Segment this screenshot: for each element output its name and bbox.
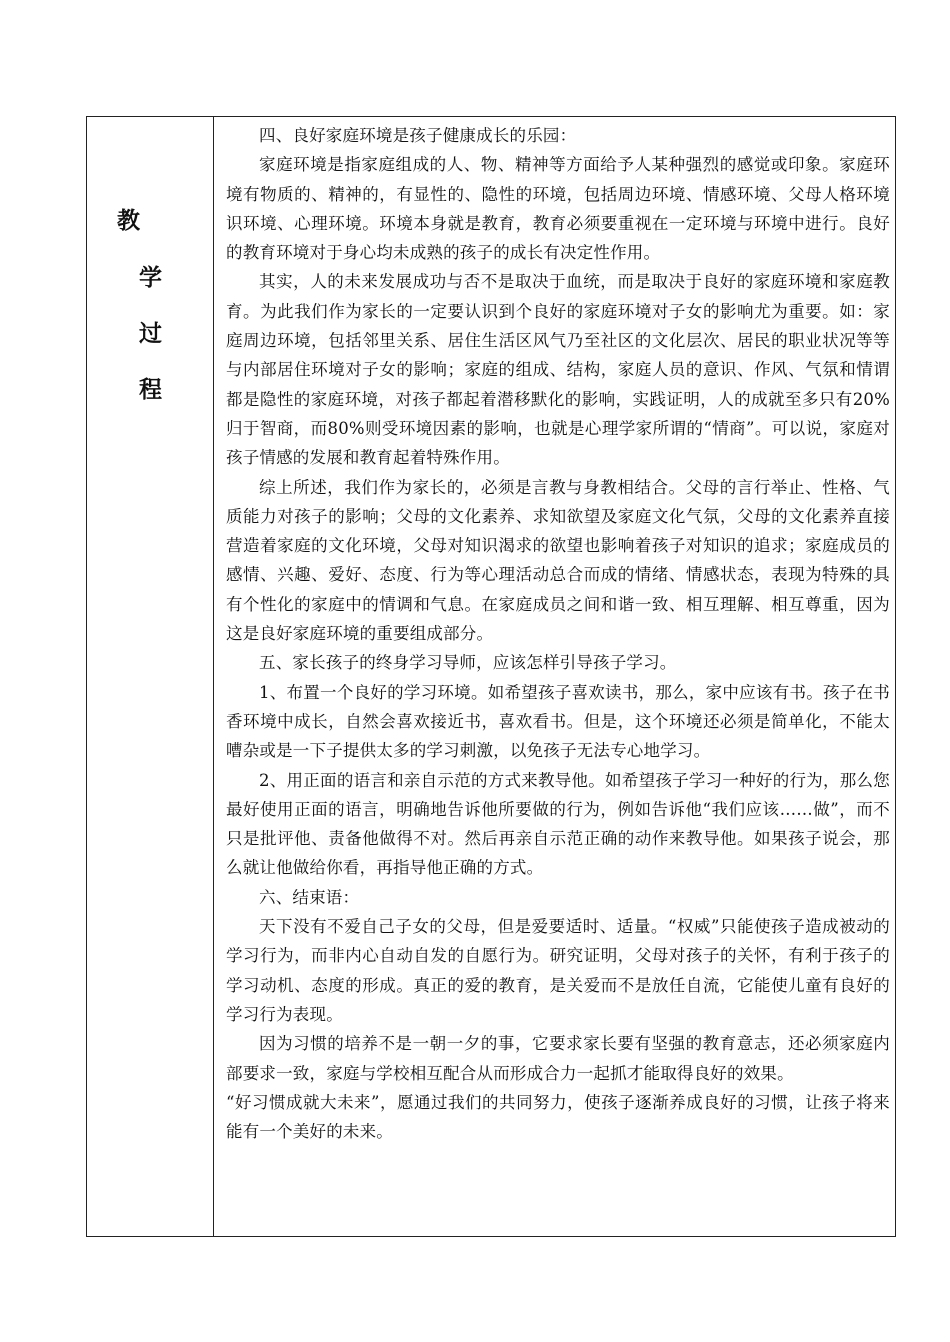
paragraph-point-1: 1、布置一个良好的学习环境。如希望孩子喜欢读书，那么，家中应该有书。孩子在书香环境中成长，自然会喜欢接近书，喜欢看书。但是，这个环境还必须是简单化，不能太嘈杂或是一下子提供太多的学习刺激，以免孩子无法专心地学习。 [226,682,890,761]
heading-section-5: 五、家长孩子的终身学习导师，应该怎样引导孩子学习。 [259,653,677,673]
paragraph-conclusion-2: 因为习惯的培养不是一朝一夕的事，它要求家长要有坚强的教育意志，还必须家庭内部要求一致，家庭与学校相互配合从而形成合力一起抓才能取得良好的效果。 [226,1034,890,1083]
paragraph-point-2: 2、用正面的语言和亲自示范的方式来教导他。如希望孩子学习一种好的行为，那么您最好使用正面的语言，明确地告诉他所要做的行为，例如告诉他“我们应该……做”，而不只是批评他、责备他做得不对。然后再亲自示范正确的动作来教导他。如果孩子说会，那么就让他做给你看，再指导他正确的方式。 [226,770,890,878]
heading-section-6: 六、结束语： [259,887,360,907]
paragraph-conclusion-1: 天下没有不爱自己子女的父母，但是爱要适时、适量。“权威”只能使孩子造成被动的学习行为，而非内心自动自发的自愿行为。研究证明，父母对孩子的关怀，有利于孩子的学习动机、态度的形成。真正的爱的教育，是关爱而不是放任自流，它能使儿童有良好的学习行为表现。 [226,917,890,1024]
paragraph-home-environment: 家庭环境是指家庭组成的人、物、精神等方面给予人某种强烈的感觉或印象。家庭环境有物质的、精神的，有显性的、隐性的环境，包括周边环境、情感环境、父母人格环境识环境、心理环境。环境本身就是教育，教育必须要重视在一定环境与环境中进行。良好的教育环境对于身心均未成熟的孩子的成长有决定性作用。 [226,155,890,263]
lesson-table [86,116,896,1237]
paragraph-summary: 综上所述，我们作为家长的，必须是言教与身教相结合。父母的言行举止、性格、气质能力对孩子的影响；父母的文化素养、求知欲望及家庭文化气氛，父母的文化素养直接营造着家庭的文化环境，父母对知识渴求的欲望也影响着孩子对知识的追求；家庭成员的感情、兴趣、爱好、态度、行为等心理活动总合而成的情绪、情感状态，表现为特殊的具有个性化的家庭中的情调和气息。在家庭成员之间和谐一致、相互理解、相互尊重，因为这是良好家庭环境的重要组成部分。 [226,477,890,644]
side-label-char-4: 程 [139,376,162,403]
paragraph-closing-quote: “好习惯成就大未来”，愿通过我们的共同努力，使孩子逐渐养成良好的习惯，让孩子将来能有一个美好的未来。 [226,1092,890,1142]
side-label-char-1: 教 [117,207,140,234]
side-label-char-2: 学 [139,264,162,291]
paragraph-family-education: 其实，人的未来发展成功与否不是取决于血统，而是取决于良好的家庭环境和家庭教育。为此我们作为家长的一定要认识到个良好的家庭环境对子女的影响尤为重要。如：家庭周边环境，包括邻里关系、居住生活区风气乃至社区的文化层次、居民的职业状况等等与内部居住环境对子女的影响；家庭的组成、结构，家庭人员的意识、作风、气氛和情谓都是隐性的家庭环境，对孩子都起着潜移默化的影响，实践证明，人的成就至多只有20%归于智商，而80%则受环境因素的影响，也就是心理学家所谓的“情商”。可以说，家庭对孩子情感的发展和教育起着特殊作用。 [226,272,890,468]
section-label-cell [87,117,214,1236]
content-cell [226,121,890,1146]
heading-section-4: 四、良好家庭环境是孩子健康成长的乐园： [259,126,577,145]
side-label-char-3: 过 [139,320,162,347]
